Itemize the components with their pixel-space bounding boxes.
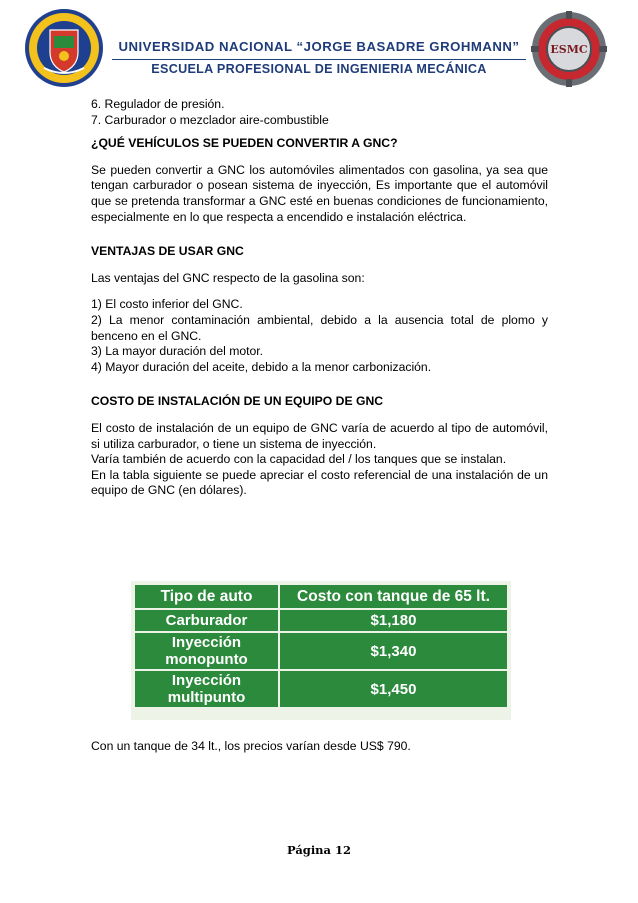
table-row	[135, 671, 507, 707]
school-gear-logo	[530, 10, 608, 88]
paragraph-vehicles: Se pueden convertir a GNC los automóviles alimentados con gasolina, ya sea que tengan carburador o posean sistema de inyección, Es importante que el automóvil que se pretenda transformar a GNC esté en buenas condiciones de funcionamiento, especialmente en lo que respecta a encendido e instalación eléctrica.	[91, 162, 548, 224]
university-seal-logo	[24, 8, 104, 88]
heading-vehicles: ¿QUÉ VEHÍCULOS SE PUEDEN CONVERTIR A GNC?	[91, 136, 398, 151]
advantage-3: 3) La mayor duración del motor.	[91, 344, 264, 359]
university-title: UNIVERSIDAD NACIONAL “JORGE BASADRE GROHMANN”	[118, 39, 520, 54]
paragraph-cost-c: En la tabla siguiente se puede apreciar el costo referencial de una instalación de un equipo de GNC (en dólares).	[91, 467, 548, 498]
row-type-line2: multipunto	[167, 689, 246, 706]
advantage-1: 1) El costo inferior del GNC.	[91, 297, 243, 312]
list-item-6: 6. Regulador de presión.	[91, 97, 225, 111]
heading-installation-cost: COSTO DE INSTALACIÓN DE UN EQUIPO DE GNC	[91, 394, 384, 409]
row-type-line2: monopunto	[165, 651, 248, 668]
table-header-type: Tipo de auto	[135, 585, 278, 608]
cost-table-image	[131, 581, 511, 720]
cost-table	[133, 583, 509, 709]
advantage-4: 4) Mayor duración del aceite, debido a la menor carbonización.	[91, 359, 432, 374]
table-row	[135, 633, 507, 669]
table-row	[135, 610, 507, 631]
paragraph-small-tank: Con un tanque de 34 lt., los precios varían desde US$ 790.	[91, 739, 411, 753]
row-type-line1: Inyección	[171, 672, 242, 689]
table-header-cost: Costo con tanque de 65 lt.	[280, 585, 507, 608]
advantage-2: 2) La menor contaminación ambiental, debido a la ausencia total de plomo y benceno en el GNC.	[91, 312, 548, 343]
paragraph-advantages-intro: Las ventajas del GNC respecto de la gasolina son:	[91, 270, 365, 285]
logo-right-text: ESMC	[550, 43, 588, 56]
row-cost-monopunto: $1,340	[280, 633, 507, 669]
paragraph-cost-a: El costo de instalación de un equipo de GNC varía de acuerdo al tipo de automóvil, si utiliza carburador, o tiene un sistema de inyección.	[91, 420, 548, 451]
header-rule	[112, 59, 526, 60]
row-type-monopunto	[135, 633, 278, 669]
row-type-multipunto	[135, 671, 278, 707]
page-number: Página 12	[286, 843, 352, 857]
school-title: ESCUELA PROFESIONAL DE INGENIERIA MECÁNICA	[151, 62, 487, 76]
row-type-line1: Inyección	[171, 634, 242, 651]
heading-advantages: VENTAJAS DE USAR GNC	[91, 244, 244, 259]
row-type-carburador: Carburador	[135, 610, 278, 631]
row-cost-carburador: $1,180	[280, 610, 507, 631]
paragraph-cost-b: Varía también de acuerdo con la capacidad del / los tanques que se instalan.	[91, 452, 507, 467]
row-cost-multipunto: $1,450	[280, 671, 507, 707]
list-item-7: 7. Carburador o mezclador aire-combustible	[91, 112, 329, 127]
document-body	[91, 97, 548, 499]
